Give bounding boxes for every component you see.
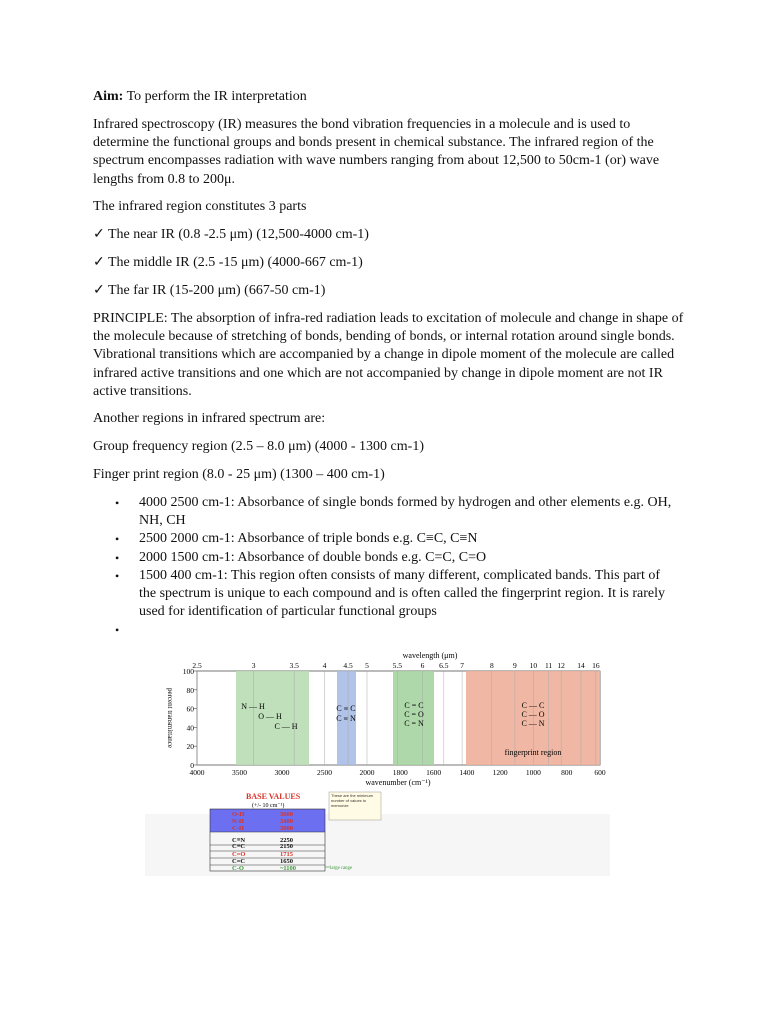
base-value-number: 2250 [280, 837, 293, 844]
list-item-text: 4000 2500 cm-1: Absorbance of single bonds formed by hydrogen and other elements e.g. OH, NH, CH [139, 495, 672, 529]
wavenumber-tick: 1400 [459, 768, 475, 777]
wavelength-tick: 10 [529, 661, 538, 670]
nh-label: N — H [241, 702, 265, 711]
group-frequency-region: Group frequency region (2.5 – 8.0 μm) (4000 - 1300 cm-1) [93, 439, 424, 454]
base-values-title: BASE VALUES [246, 792, 301, 801]
wavenumber-tick: 1000 [525, 768, 541, 777]
base-value-bond: N-H [232, 818, 244, 825]
y-tick: 0 [190, 761, 194, 770]
large-range-label: large range [330, 866, 353, 871]
base-value-number: 1650 [280, 858, 293, 865]
y-tick-labels [183, 667, 197, 770]
wavenumber-tick: 3000 [274, 768, 290, 777]
base-value-number: 2150 [280, 843, 293, 850]
aim-line [93, 88, 688, 106]
cn-single-label: C — N [521, 719, 545, 728]
co-double-label: C = O [404, 710, 424, 719]
base-value-number: 3600 [280, 811, 293, 818]
base-value-bond: C=C [232, 858, 246, 865]
base-value-bond: O-H [232, 811, 245, 818]
wavelength-tick: 7 [460, 661, 464, 670]
cc-single-label: C — C [521, 701, 545, 710]
wavenumber-tick: 4000 [189, 768, 205, 777]
list-item [115, 530, 675, 548]
aim-label: Aim: [93, 89, 124, 104]
wavelength-tick: 6 [420, 661, 425, 670]
bullet-icon: • [115, 532, 120, 547]
wavenumber-tick: 2000 [359, 768, 375, 777]
wavenumber-tick: 3500 [232, 768, 247, 777]
list-item-text: 1500 400 cm-1: This region often consists of many different, complicated bands. This part of the spectrum is unique to each compound and is often called the fingerprint region. It is rarely used for identification of particular functional groups [139, 567, 666, 620]
wavelength-tick: 14 [577, 661, 585, 670]
y-tick: 100 [182, 667, 194, 676]
ir-correlation-chart [140, 644, 615, 880]
y-axis-title: percent transmittance [166, 687, 174, 749]
bullet-icon: • [115, 623, 120, 638]
list-item [115, 621, 675, 639]
base-value-number: 1715 [280, 851, 293, 858]
wavenumber-tick: 1800 [392, 768, 408, 777]
base-value-number: 3000 [280, 825, 293, 832]
y-tick: 20 [186, 742, 194, 752]
wavelength-tick: 6.5 [439, 661, 449, 670]
wavenumber-tick-labels [190, 768, 606, 777]
wavelength-tick: 16 [592, 661, 600, 670]
base-value-number: ~1100 [280, 865, 297, 872]
ch-label: C — H [274, 722, 298, 731]
wavelength-tick: 12 [557, 661, 565, 670]
wavelength-tick: 5.5 [392, 661, 402, 670]
part-near-ir: ✓ The near IR (0.8 -2.5 μm) (12,500-4000 cm-1) [93, 227, 369, 242]
list-item-text: 2000 1500 cm-1: Absorbance of double bonds e.g. C=C, C=O [139, 549, 487, 565]
base-values-subtitle: (+/- 10 cm⁻¹) [252, 803, 285, 809]
memorize-note: These are the minimum number of values to memorize [331, 793, 374, 808]
base-value-bond: C-H [232, 825, 244, 832]
wavelength-tick: 5 [365, 661, 369, 670]
y-tick: 80 [186, 685, 194, 695]
wavenumber-tick: 1200 [492, 768, 508, 777]
wavelength-tick: 3.5 [289, 661, 299, 670]
base-value-bond: C≡N [232, 837, 246, 844]
cn-double-label: C = N [404, 719, 424, 728]
y-tick: 60 [186, 704, 194, 714]
regions-heading: Another regions in infrared spectrum are: [93, 411, 326, 426]
wavelength-axis-title: wavelength (μm) [402, 651, 458, 660]
oh-label: O — H [258, 712, 282, 721]
wavelength-tick: 4.5 [343, 661, 353, 670]
aim-text: To perform the IR interpretation [123, 89, 307, 104]
wavenumber-tick: 1600 [426, 768, 442, 777]
y-tick: 40 [186, 723, 194, 733]
wavelength-tick: 4 [322, 661, 327, 670]
fingerprint-region-label: fingerprint region [504, 748, 562, 757]
list-item [115, 567, 675, 622]
parts-heading: The infrared region constitutes 3 parts [93, 199, 307, 214]
list-item [115, 549, 675, 567]
wavenumber-tick: 800 [561, 768, 573, 777]
cc-double-label: C = C [404, 701, 424, 710]
cn-triple-label: C ≡ N [336, 714, 356, 723]
base-value-bond: C=O [232, 851, 246, 858]
bullet-icon: • [115, 568, 120, 583]
list-item [115, 494, 675, 530]
intro-paragraph: Infrared spectroscopy (IR) measures the bond vibration frequencies in a molecule and is used to determine the functional groups and bonds present in chemical substance. The infrared region of the spectrum encompasses radiation with wave numbers ranging from about 12,500 to 50cm-1 (or) wave lengths from 0.8 to 200μ. [93, 117, 660, 187]
principle-paragraph: PRINCIPLE: The absorption of infra-red radiation leads to excitation of molecule and change in shape of the molecule because of stretching of bonds, bending of bonds, or internal rotation around single bonds. Vibrational transitions which are accompanied by a change in dipole moment of the molecule are called infrared active transitions and one which are not accompanied by change in dipole moment are not IR active transitions. [93, 311, 684, 399]
wavelength-tick: 11 [544, 661, 553, 670]
wavenumber-axis-title: wavenumber (cm⁻¹) [365, 778, 431, 787]
bullet-icon: • [115, 550, 120, 565]
list-item-text: 2500 2000 cm-1: Absorbance of triple bonds e.g. C≡C, C≡N [139, 531, 478, 547]
absorbance-list [115, 494, 675, 640]
base-value-number: 3400 [280, 818, 293, 825]
part-far-ir: ✓ The far IR (15-200 μm) (667-50 cm-1) [93, 283, 326, 298]
wavelength-tick-labels [192, 661, 600, 670]
xh-values-header [210, 809, 325, 832]
wavelength-tick: 3 [251, 661, 256, 670]
wavenumber-tick: 600 [594, 768, 606, 777]
wavelength-tick: 8 [489, 661, 494, 670]
wavelength-tick: 9 [513, 661, 517, 670]
co-single-label: C — O [521, 710, 545, 719]
base-value-bond: C-O [232, 865, 244, 872]
wavenumber-tick: 2500 [317, 768, 332, 777]
wavelength-tick: 2.5 [192, 661, 202, 670]
bullet-icon: • [115, 496, 120, 510]
cc-triple-label: C ≡ C [336, 704, 356, 713]
fingerprint-region-line: Finger print region (8.0 - 25 μm) (1300 – 400 cm-1) [93, 467, 385, 482]
ir-correlation-figure [140, 644, 615, 880]
base-value-bond: C≡C [232, 843, 246, 850]
part-middle-ir: ✓ The middle IR (2.5 -15 μm) (4000-667 cm-1) [93, 255, 363, 270]
